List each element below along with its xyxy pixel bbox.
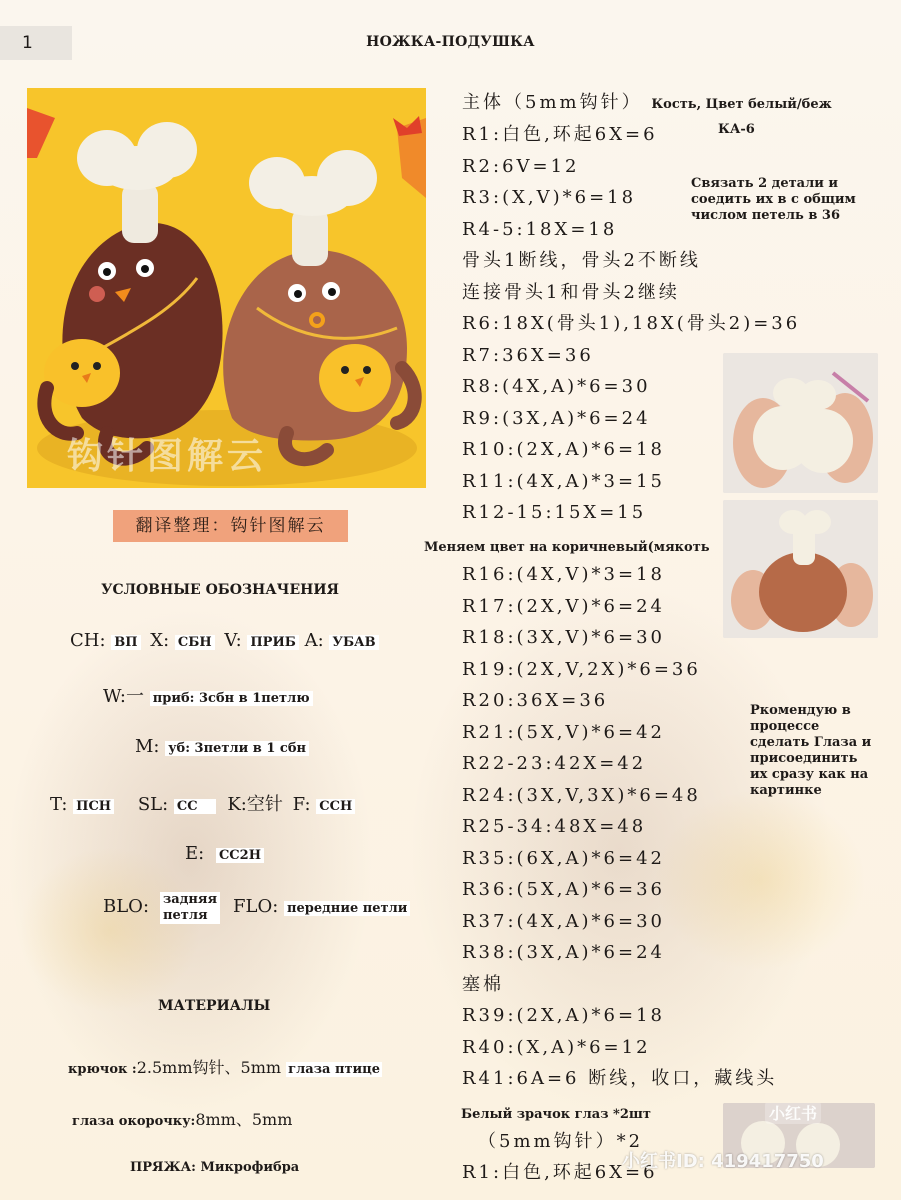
legend-e-val: СС2Н: [216, 848, 264, 863]
r1-note: КА-6: [718, 122, 755, 137]
legend-blo-val-line1: задняя: [163, 892, 218, 907]
pattern-row: R35:(6X,A)*6=42: [462, 847, 665, 869]
note-eyes-line: процессе: [750, 719, 820, 734]
legend-line-2: [103, 682, 313, 708]
pattern-row: R1:白色,环起6X=6: [462, 124, 658, 145]
pattern-row: 骨头1断线，骨头2不断线: [462, 250, 701, 271]
legend-sl-key: SL:: [137, 794, 169, 815]
legend-line-3: [135, 736, 309, 757]
pattern-row: R21:(5X,V)*6=42: [462, 721, 665, 743]
legend-ch-val: ВП: [111, 635, 140, 650]
legend-v-val: ПРИБ: [247, 635, 298, 650]
legend-line-4: [50, 790, 355, 816]
pattern-header-ru: Кость, Цвет белый/беж: [651, 97, 832, 112]
pattern-row: R16:(4X,V)*3=18: [462, 564, 665, 585]
legend-x-key: X:: [150, 630, 170, 651]
translation-caption: 翻译整理：钩针图解云: [113, 510, 348, 542]
legend-x-val: СБН: [175, 635, 215, 650]
legend-w-val: приб: 3сбн в 1петлю: [150, 691, 313, 706]
legend-blo-val-line2: петля: [163, 908, 208, 923]
hook-value: 2.5mm钩针、5mm: [136, 1058, 282, 1077]
pattern-header-cn: 主体（5mm钩针）: [462, 92, 643, 113]
pattern-row: R11:(4X,A)*3=15: [462, 470, 665, 492]
legend-line-5: [185, 843, 264, 864]
legend-sl-val: СС: [174, 799, 216, 814]
legend-line-1: [70, 630, 379, 651]
page-title: НОЖКА-ПОДУШКА: [366, 34, 535, 50]
pattern-row: R20:36X=36: [462, 690, 609, 711]
note-eyes: [750, 703, 871, 799]
eye-r1: R1:白色,环起6X=6: [462, 1162, 658, 1183]
yarn-text: ПРЯЖА: Микрофибра: [130, 1160, 300, 1175]
note-eyes-line: присоединить: [750, 751, 858, 766]
pattern-row: R17:(2X,V)*6=24: [462, 595, 665, 617]
note-eyes-line: картинке: [750, 783, 822, 798]
pattern-row: R39:(2X,A)*6=18: [462, 1005, 665, 1026]
legend-w-key: W:一: [103, 686, 145, 707]
note-eyes-line: Ркомендую в: [750, 703, 851, 718]
legend-f-val: ССН: [316, 799, 355, 814]
legend-m-key: M:: [135, 736, 160, 757]
legend-line-flo: [233, 896, 410, 917]
legend-e-key: E:: [185, 843, 205, 864]
legend-t-key: T:: [50, 794, 68, 815]
legend-a-val: УБАВ: [329, 635, 378, 650]
color-change-note: Меняем цвет на коричневый(мякоть: [424, 540, 710, 555]
legend-k-text: K:空针: [227, 794, 283, 815]
hook-extra: глаза птице: [288, 1062, 381, 1077]
pattern-row: R12-15:15X=15: [462, 502, 647, 523]
pattern-row: R9:(3X,A)*6=24: [462, 407, 651, 429]
materials-hook: [68, 1055, 382, 1078]
legend-m-val: уб: 3петли в 1 сбн: [165, 741, 309, 756]
pattern-row: R10:(2X,A)*6=18: [462, 439, 665, 460]
note-eyes-line: их сразу как на: [750, 767, 869, 782]
pattern-header: [462, 88, 832, 118]
brand-watermark: 小红书: [765, 1103, 821, 1124]
pattern-row: R19:(2X,V,2X)*6=36: [462, 658, 701, 680]
main-photo: [27, 88, 426, 488]
pattern-row: R8:(4X,A)*6=30: [462, 376, 651, 397]
legend-a-key: A:: [304, 630, 324, 651]
legend-blo-val: [160, 892, 220, 924]
materials-heading: МАТЕРИАЛЫ: [158, 998, 271, 1014]
legend-f-key: F:: [292, 794, 311, 815]
legend-ch-key: CH:: [70, 630, 106, 651]
note-join-line: Связать 2 детали и: [691, 176, 839, 191]
pattern-row: R38:(3X,A)*6=24: [462, 942, 665, 963]
pattern-row: R25-34:48X=48: [462, 816, 647, 837]
eyes-value: 8mm、5mm: [195, 1110, 293, 1129]
pattern-row: R41:6A=6 断线，收口，藏线头: [462, 1068, 778, 1089]
pattern-row: R3:(X,V)*6=18: [462, 187, 637, 208]
note-join-line: числом петель в 36: [691, 208, 841, 223]
pattern-row: R36:(5X,A)*6=36: [462, 879, 665, 900]
legend-v-key: V:: [224, 630, 242, 651]
eye-row: （5mm钩针）*2: [478, 1131, 644, 1152]
pattern-row: R4-5:18X=18: [462, 218, 618, 240]
pattern-row: 塞棉: [462, 973, 504, 995]
legend-t-val: ПСН: [73, 799, 114, 814]
legend-flo-key: FLO:: [233, 896, 279, 917]
pattern-row: R37:(4X,A)*6=30: [462, 910, 665, 932]
thumbnail-drumstick: [723, 500, 878, 638]
pattern-row: R6:18X(骨头1),18X(骨头2)=36: [462, 313, 801, 334]
pattern-row: R40:(X,A)*6=12: [462, 1036, 651, 1058]
pattern-row: R24:(3X,V,3X)*6=48: [462, 784, 701, 806]
hook-label: крючок :: [68, 1062, 137, 1077]
note-eyes-line: сделать Глаза и: [750, 735, 872, 750]
note-join: [691, 176, 856, 224]
pattern-row: R22-23:42X=42: [462, 753, 647, 774]
thumbnail-bone: [723, 353, 878, 493]
pattern-row: R18:(3X,V)*6=30: [462, 627, 665, 648]
id-watermark: 小红书ID: 419417750: [622, 1151, 824, 1172]
materials-yarn: [130, 1156, 299, 1175]
pattern-row: R2:6V=12: [462, 155, 580, 177]
note-join-line: соедить их в с общим: [691, 192, 856, 207]
pattern-row: R7:36X=36: [462, 344, 594, 366]
legend-heading: УСЛОВНЫЕ ОБОЗНАЧЕНИЯ: [101, 582, 339, 598]
legend-blo-key: BLO:: [103, 896, 150, 917]
materials-eyes: [72, 1107, 292, 1130]
eyes-label: глаза окорочку:: [72, 1114, 196, 1129]
page-number: 1: [0, 26, 72, 60]
legend-flo-val: передние петли: [284, 901, 410, 916]
eye-heading: Белый зрачок глаз *2шт: [461, 1107, 651, 1122]
photo-watermark: 钩针图解云: [67, 436, 268, 477]
pattern-row: 连接骨头1和骨头2继续: [462, 281, 680, 303]
